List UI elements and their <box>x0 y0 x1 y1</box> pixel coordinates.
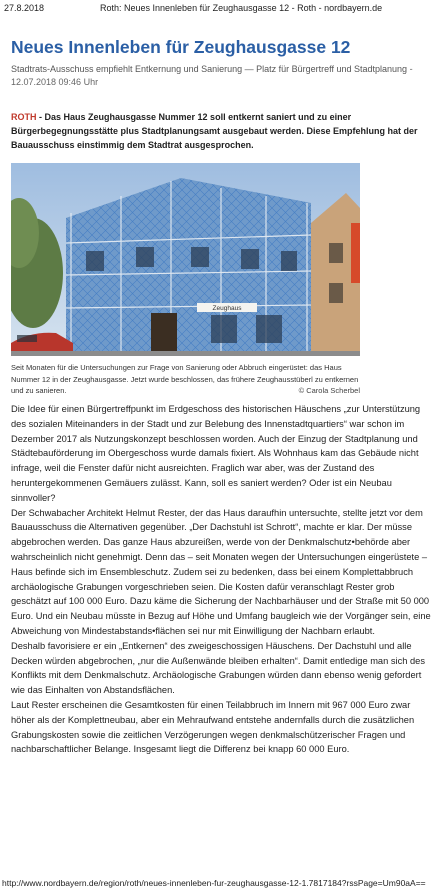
subheadline-text: Stadtrats-Ausschuss empfiehlt Entkernung und Sanierung — Platz für Bürgertreff und Stadtplanung <box>11 64 408 74</box>
article-photo <box>11 163 360 356</box>
body-paragraph: Der Schwabacher Architekt Helmut Rester, der das Haus daraufhin untersuchte, stellte jetzt vor dem Bauausschuss die Alternativen gegenüber. „Der Dachstuhl ist Schrott“, machte er klar. Der müsse abgebrochen werden. Das ganze Haus abzureißen, werde von der Denkmalschutz•behörde aber wahrscheinlich nicht genehmigt. Denn das – seit Monaten wegen der Untersuchungen eingerüstete – Haus befinde sich im Ensembleschutz. Zudem sei zu bedenken, dass bei einem Komplettabbruch archäologische Grabungen vorgeschrieben seien. Die Kosten dafür veranschlagt Rester grob geschätzt auf 100 000 Euro. Dazu käme die Sicherung der Nachbarhäuser und der Straße mit 50 000 Euro. Und ein Neubau müsste in Bezug auf Höhe und Umfang baugleich wie der Vorgänger sein, eine Abweichung von Mindestabstands•flächen sei nur mit Einwilligung der Nachbarn erlaubt. <box>11 507 431 636</box>
print-page-title: Roth: Neues Innenleben für Zeughausgasse 12 - Roth - nordbayern.de <box>100 3 383 13</box>
body-paragraph: Die Idee für einen Bürgertreffpunkt im Erdgeschoss des historischen Häuschens „zur Unterstützung des sozialen Miteinanders in der Stadt und zur Belebung des Innenstadtquartiers“ war schon im Dezember 2017 als Nutzungskonzept beschlossen worden. Auch der Einzug der Stadtplanung und Städtebauförderung im Obergeschoss wurde damals fixiert. Als Wohnhaus kam das Gebäude nicht infrage, weil die Fenster dafür nicht ausreichten. Fraglich war aber, was der Zustand des heruntergekommenen Gemäuers zulässt. Kann, soll es saniert werden? Oder ist ein Neubau sinnvoller? <box>11 404 421 503</box>
article-body <box>11 402 431 757</box>
caption-text: Seit Monaten für die Untersuchungen zur Frage von Sanierung oder Abbruch eingerüstet: das Haus Nummer 12 in der Zeughausgasse. Jetzt wurde beschlossen, das frühere Zeughausstüberl zu entkernen und zu sanieren. <box>11 363 359 395</box>
lead-text: - Das Haus Zeughausgasse Nummer 12 soll entkernt saniert und zu einer Bürgerbegegnungsstätte plus Stadtplanungsamt ausgebaut werden. Diese Empfehlung hat der Bauausschuss einstimmig dem Stadtrat ausgesprochen. <box>11 112 418 150</box>
print-header <box>0 3 443 17</box>
body-paragraph: Deshalb favorisiere er ein „Entkernen“ des zweigeschossigen Häuschens. Der Dachstuhl und alle Decken würden abgebrochen, „nur die Außenwände bleiben erhalten“. Damit entledige man sich des Konflikts mit dem Denkmalschutz. Archäologische Grabungen würden dann ebenso wenig gefordert wie das Einhalten von Abstandsflächen. <box>11 640 425 696</box>
lead-place: ROTH <box>11 112 37 122</box>
article-lead <box>11 110 431 152</box>
body-paragraph: Laut Rester erscheinen die Gesamtkosten für einen Teilabbruch im Innern mit 967 000 Euro zwar höher als der Komplettneubau, aber ein Mehraufwand entstehe andernfalls durch die zusätzlichen Grabungskosten sowie die zeitlichen Verzögerungen wegen denkmalschützerischer Fragen und nachbarschaftlicher Belange. Insgesamt liegt die Differenz bei knapp 60 000 Euro. <box>11 699 415 755</box>
article-headline: Neues Innenleben für Zeughausgasse 12 <box>11 37 351 57</box>
shop-sign: Zeughaus <box>212 305 242 312</box>
article-timestamp: - 12.07.2018 09:46 Uhr <box>11 64 413 87</box>
image-credit: © Carola Scherbel <box>298 386 360 395</box>
print-footer-url: http://www.nordbayern.de/region/roth/neues-innenleben-fur-zeughausgasse-12-1.7817184?rssPage=Um90aA== <box>2 878 426 888</box>
image-caption <box>11 362 360 397</box>
print-date: 27.8.2018 <box>4 3 45 13</box>
article-subheadline <box>11 63 436 89</box>
